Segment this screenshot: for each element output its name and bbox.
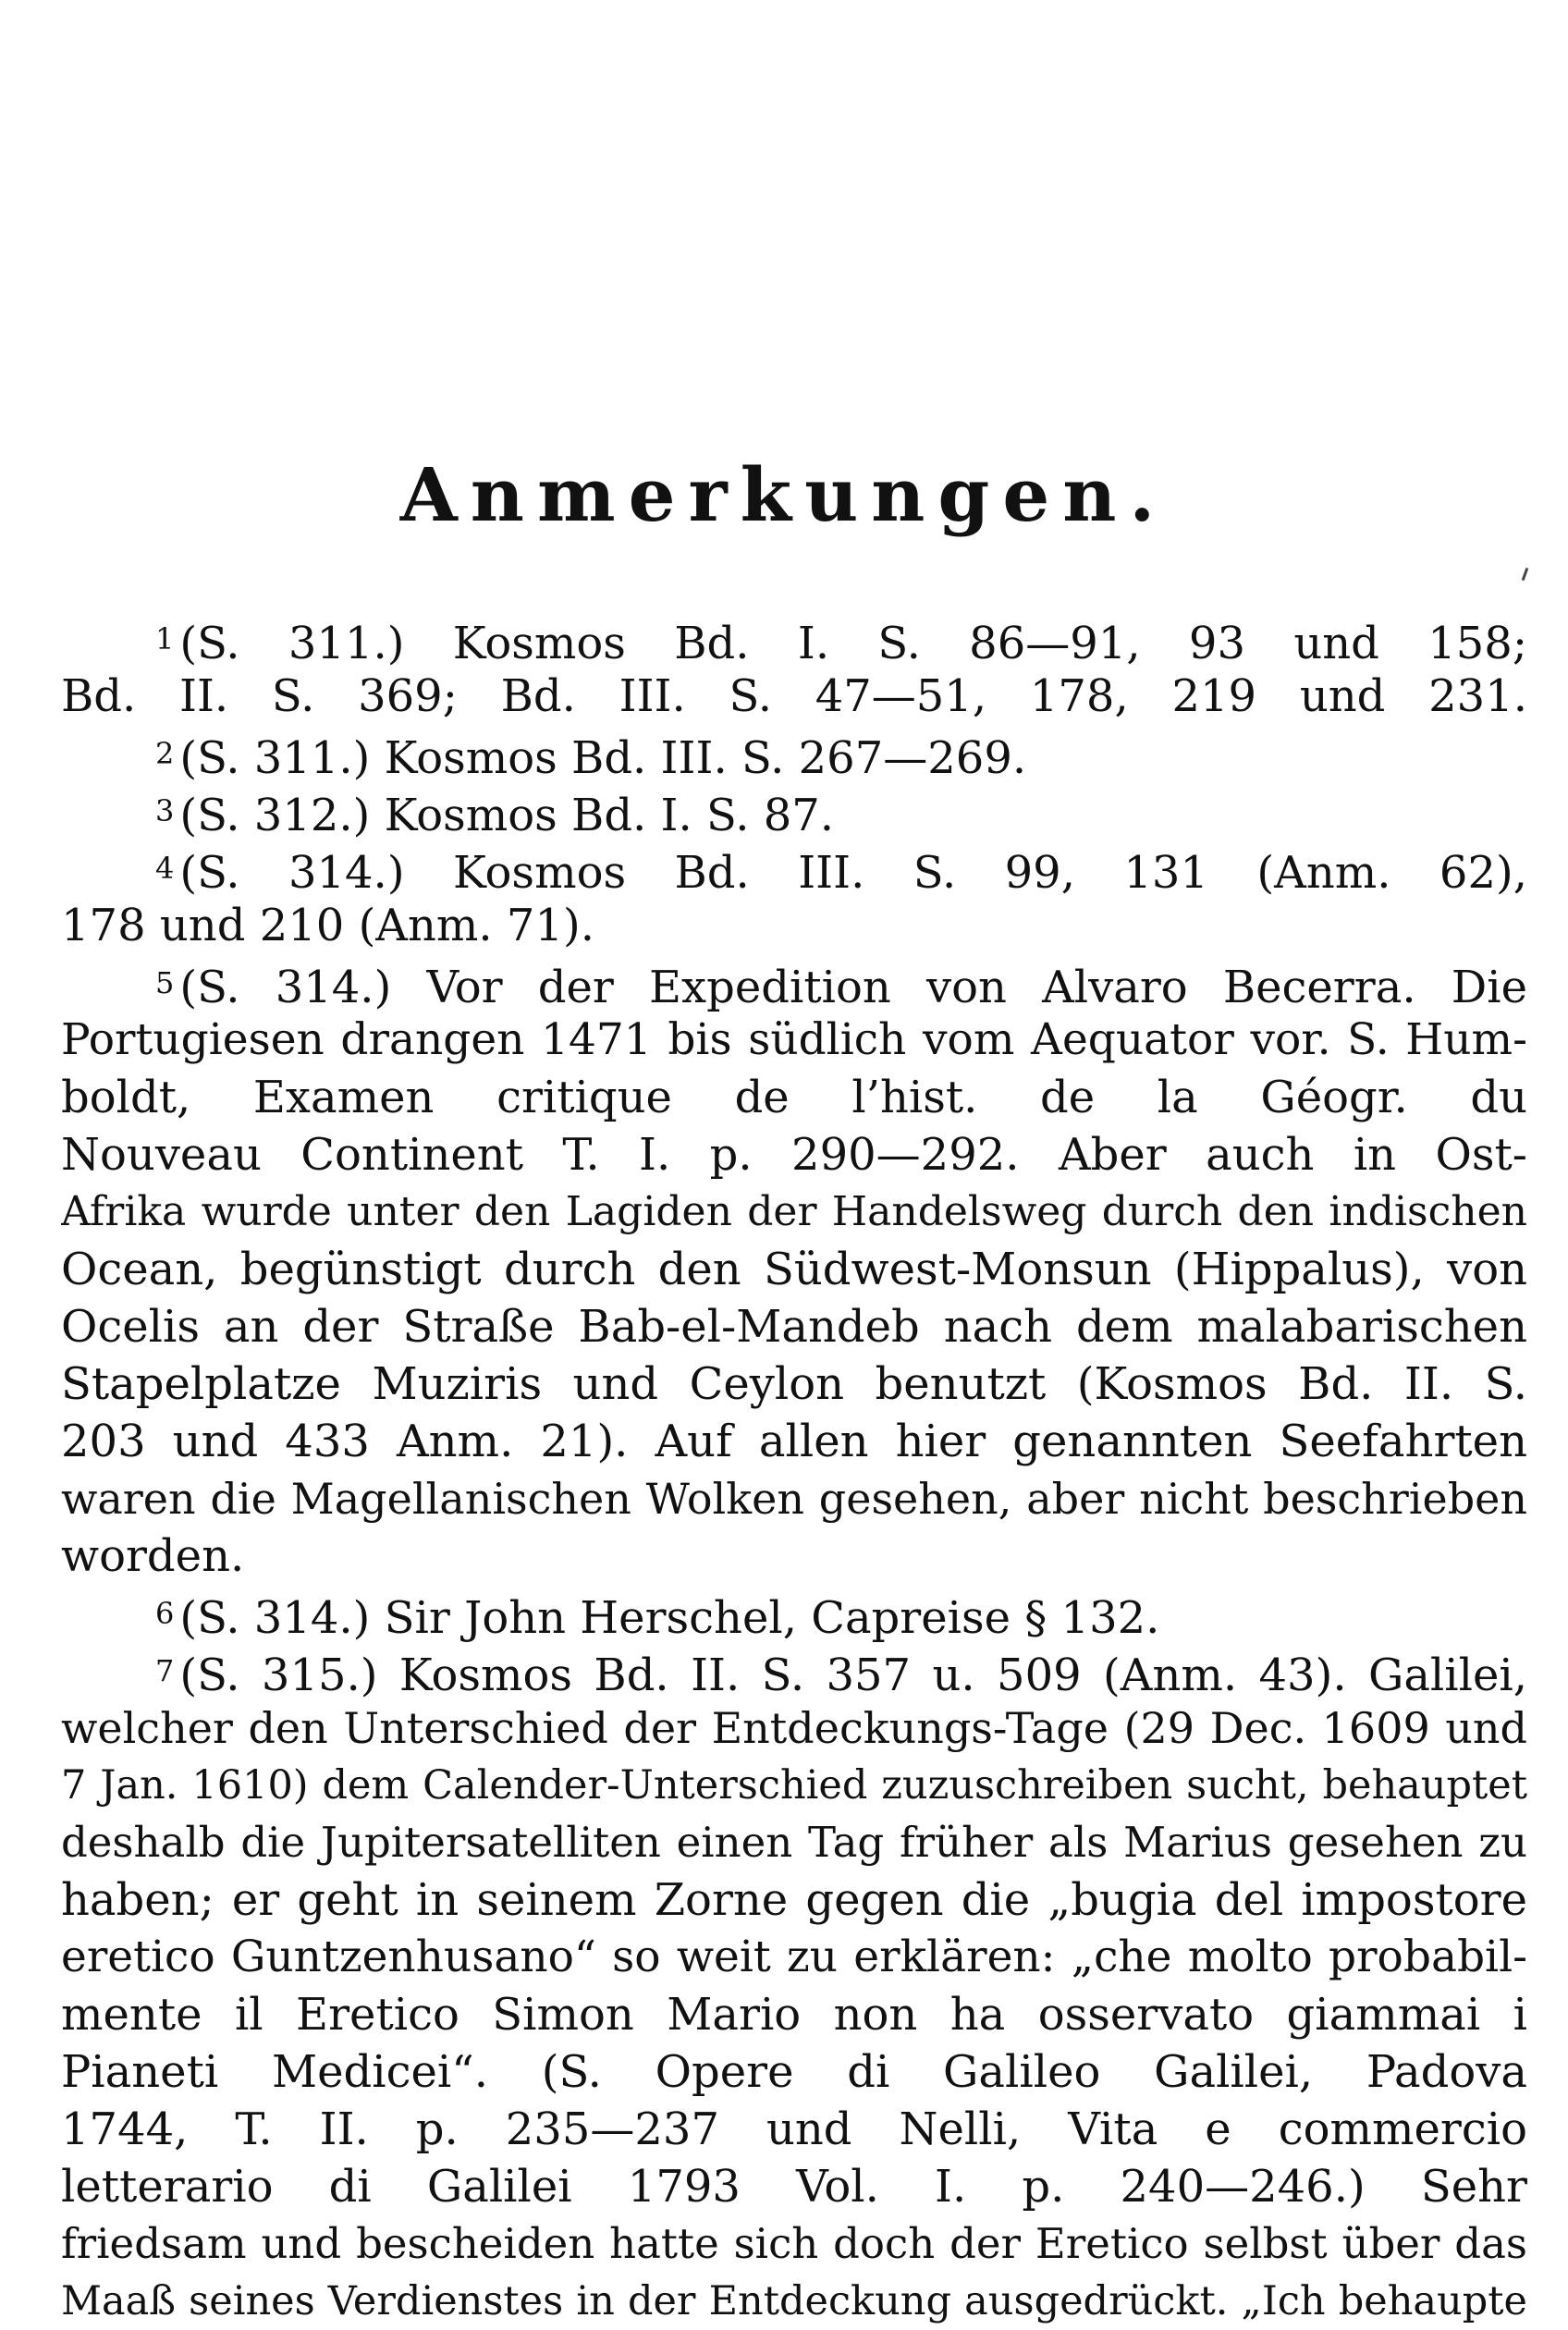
- footnote-7-line-1: $^7$ (S. 315.) Kosmos Bd. II. S. 357 u. 509 (Anm. 43). Galilei,: [155, 1649, 1527, 1699]
- footnote-7-line-10: letterario di Galilei 1793 Vol. I. p. 240—246.) Sehr: [61, 2161, 1527, 2213]
- footnote-5-line-4: Nouveau Continent T. I. p. 290—292. Aber auch in Ost-: [61, 1129, 1527, 1181]
- footnote-number: 6: [155, 1596, 175, 1631]
- footnote-5-line-10: waren die Magellanischen Wolken gesehen, aber nicht beschrieben: [61, 1474, 1527, 1524]
- footnote-5-line-3: boldt, Examen critique de l’hist. de la Géogr. du: [61, 1072, 1527, 1123]
- footnote-5-line-11: worden.: [61, 1530, 245, 1582]
- footnote-number: 1: [155, 621, 175, 656]
- footnote-7-line-12: Maaß seines Verdienstes in der Entdeckung ausgedrückt. „Ich behaupte: [61, 2278, 1527, 2324]
- footnote-7-line-2: welcher den Unterschied der Entdeckungs-Tage (29 Dec. 1609 und: [61, 1703, 1527, 1753]
- footnote-5-line-9: 203 und 433 Anm. 21). Auf allen hier genannten Seefahrten: [61, 1416, 1527, 1467]
- page-title: Anmerkungen.: [399, 451, 1169, 538]
- footnote-number: 4: [155, 851, 175, 886]
- footnote-5-line-2: Portugiesen drangen 1471 bis südlich vom Aequator vor. S. Hum-: [61, 1014, 1527, 1065]
- footnote-5-line-1: $^5$ (S. 314.) Vor der Expedition von Alvaro Becerra. Die: [155, 962, 1527, 1012]
- footnote-4-line-2: 178 und 210 (Anm. 71).: [61, 900, 594, 951]
- footnote-number: 7: [155, 1653, 175, 1688]
- footnote-4-line-1: $^4$ (S. 314.) Kosmos Bd. III. S. 99, 131 (Anm. 62),: [155, 847, 1527, 897]
- footnote-7-line-6: eretico Guntzenhusano“ so weit zu erklären: „che molto probabil-: [61, 1931, 1527, 1982]
- footnote-7-line-11: friedsam und bescheiden hatte sich doch der Eretico selbst über das: [61, 2219, 1527, 2268]
- footnote-1-line-2: Bd. II. S. 369; Bd. III. S. 47—51, 178, 219 und 231.: [61, 670, 1527, 722]
- footnote-5-line-8: Stapelplatze Muziris und Ceylon benutzt (Kosmos Bd. II. S.: [61, 1358, 1527, 1410]
- footnote-2-line-1: $^2$ (S. 311.) Kosmos Bd. III. S. 267—269.: [155, 732, 1027, 782]
- footnote-7-line-3: 7 Jan. 1610) dem Calender-Unterschied zuzuschreiben sucht, behauptet: [61, 1762, 1527, 1809]
- footnote-number: 2: [155, 736, 175, 771]
- footnote-6-line-1: $^6$ (S. 314.) Sir John Herschel, Capreise § 132.: [155, 1592, 1160, 1642]
- footnote-number: 3: [155, 793, 175, 828]
- footnote-number: 5: [155, 965, 175, 1000]
- footnote-5-line-5: Afrika wurde unter den Lagiden der Handelsweg durch den indischen: [61, 1188, 1527, 1235]
- footnote-7-line-4: deshalb die Jupitersatelliten einen Tag früher als Marius gesehen zu: [61, 1818, 1527, 1867]
- footnote-5-line-6: Ocean, begünstigt durch den Südwest-Monsun (Hippalus), von: [61, 1244, 1527, 1295]
- footnote-7-line-9: 1744, T. II. p. 235—237 und Nelli, Vita e commercio: [61, 2103, 1527, 2155]
- footnote-7-line-8: Pianeti Medicei“. (S. Opere di Galileo Galilei, Padova: [61, 2046, 1527, 2098]
- footnote-5-line-7: Ocelis an der Straße Bab-el-Mandeb nach dem malabarischen: [61, 1301, 1527, 1353]
- footnote-3-line-1: $^3$ (S. 312.) Kosmos Bd. I. S. 87.: [155, 790, 835, 840]
- stray-mark: [1522, 568, 1529, 581]
- footnote-7-line-5: haben; er geht in seinem Zorne gegen die „bugia del impostore: [61, 1874, 1527, 1926]
- footnote-7-line-7: mente il Eretico Simon Mario non ha osservato giammai i: [61, 1989, 1527, 2041]
- footnote-1-line-1: $^1$ (S. 311.) Kosmos Bd. I. S. 86—91, 93 und 158;: [155, 618, 1527, 668]
